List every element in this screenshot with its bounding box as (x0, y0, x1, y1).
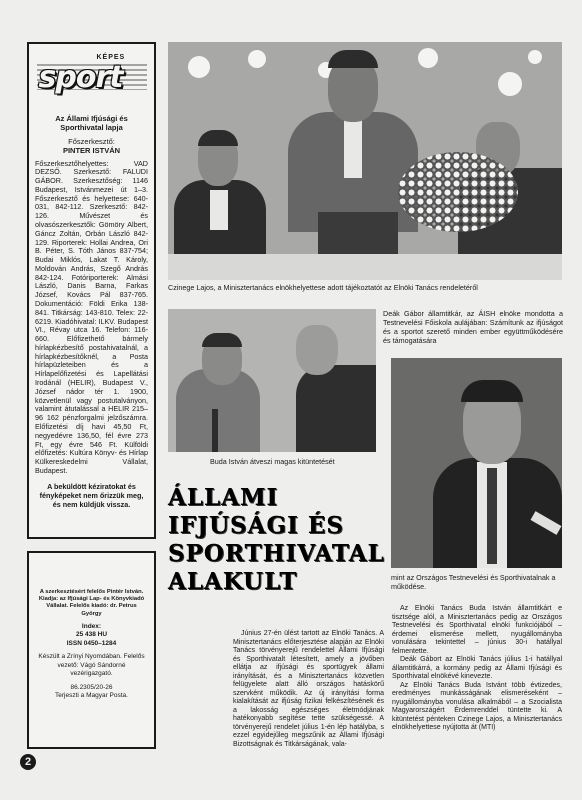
photo-portrait-deak (391, 358, 562, 568)
logo-sport: sport (38, 60, 123, 95)
masthead-box (27, 42, 156, 539)
editor-name: PINTER ISTVÁN (62, 146, 121, 156)
kepes-sport-logo (37, 50, 147, 110)
issn: ISSN 0450–1284 (66, 639, 117, 647)
caption-top: Czinege Lajos, a Minisztertanács elnökhelyettese adott tájékoztatót az Elnöki Tanács rendeletéről (168, 283, 478, 292)
article-paragraph: Deák Gábort az Elnöki Tanács július 1-i hatállyal államtitkárrá, a kormány pedig az Állami Ifjúsági és Sporthivatal elnökévé kinevezte. (392, 656, 562, 681)
photo-press-conference (168, 42, 562, 280)
distribution-text: Terjeszti a Magyar Posta. (55, 692, 128, 699)
logo-kepes: KÉPES (96, 54, 126, 61)
article-column-2 (392, 605, 562, 733)
article-column-1 (233, 630, 384, 749)
staff-text: Főszerkesztőhelyettes: VAD DEZSŐ. Szerkesztő: FALUDI GÁBOR. Szerkesztőség: 1146 Budapest, Istvánmezei út 1–3. Főszerkesztő és helyettese: 640-031, 842-112. Szerkesztő: 842-126. Művészet és olvasószerkesztők: Gömöry Albert, Gáncz Zoltán, Orbán László 842-129. Riporterek: Hollai Andrea, Ori B. Péter, S. Tóth János 837-754; Budai Miklós, Lakat T. Károly, Moldován András, Szegő András 842-124. Fotóriporterek: Almási László, Danis Barna, Farkas József, Kovács Pál 837-765. Dokumentáció: Földi Erika 138-841. Titkárság: 143-810. Telex: 22-6219. Kiadóhivatal: ILKV. Budapest VI., Révay utca 16. Telefon: 116-660. Előfizethető bármely hírlapkézbesítő postahivatalnál, a hírlapkézbesítőknél, a Posta hírlapüzleteiben és a Hírlapelőfizetési és Lapellátási Irodánál (HELIR), Budapest V., József nádor tér 1. 1900, közvetlenül vagy postutalványon, valamint átutalással a HELIR 215–96 162 pénzforgalmi jelzőszámra. Előfizetési díj havi 45,50 Ft, negyedévre 136,50, fél évre 273 Ft, egy évre 546 Ft. Külföldi előfizetés: Kultúra Könyv- és Hírlap Külkereskedelmi Vállalat, Budapest. (35, 158, 148, 475)
headline (168, 484, 385, 596)
caption-right-bottom: mint az Országos Testnevelési és Sporthivatalnak a működése. (391, 573, 556, 591)
publisher-line: Az Állami Ifjúsági és Sporthivatal lapja (55, 114, 128, 133)
photo-award-handover (168, 309, 376, 452)
headline-line-2: IFJÚSÁGI ÉS (168, 512, 345, 540)
caption-right-top: Deák Gábor államtitkár, az ÁISH elnöke mondotta a Testnevelési Főiskola aulájában: Számítunk az ifjúságot és a sportot szerető minden ember együttműködésére és támogatására (383, 309, 563, 345)
article-paragraph: Az Elnöki Tanács Buda Istvánt több évtizedes, eredményes munkásságának elismeréseként – nyugállományba vonulása alkalmából – a Szocialista Magyarországért Érdemrenddel tüntette ki. A kitüntetést pénteken Czinege Lajos, a Minisztertanács elnökhelyettese nyújtotta át (MTI) (392, 681, 562, 732)
index-number: 25 438 HU (75, 631, 108, 639)
headline-line-1: ÁLLAMI (168, 484, 279, 511)
index-label: Index: (81, 622, 102, 630)
caption-middle-left: Buda István átveszi magas kitüntetését (210, 457, 335, 466)
article-paragraph: Az Elnöki Tanács Buda István államtitkárt e tisztsége alól, a Minisztertanács pedig az Országos Testnevelési és Sporthivatal elnöki funkciójából – érdemei elismerése mellett, nyugállományba vonulására tekintettel – június 30-i hatállyal felmentette. (392, 605, 562, 655)
imprint-responsible: A szerkesztésért felelős Pintér István. Kiadja: az Ifjúsági Lap- és Könyvkiadó Vállalat. Felelős kiadó: dr. Petrus György (38, 589, 145, 617)
article-paragraph: Június 27-én ülést tartott az Elnöki Tanács. A Minisztertanács előterjesztése alapján az Elnöki Tanács törvényerejű rendelettel Állami Ifjúsági és Sporthivatalt létesített, amely a jövőben ellátja az ifjúsági és sportügyek állami irányítását, és a Minisztertanács közvetlen felügyelete alatt álló országos hatáskörű szervként működik. Az új irányítási forma kialakítását az ifjúság fizikai felkészítésének és a lakosság egészséges életmódjának hatékonyabb segítése tette szükségessé. A törvényerejű rendelet július 1-én lép hatályba, s ezzel egyidejűleg megszűnik az Állami Ifjúsági Bizottságnak és Titkárságának, vala- (233, 630, 384, 748)
headline-line-3: SPORTHIVATAL (168, 540, 385, 568)
printer-text: Készült a Zrínyi Nyomdában. Felelős vezető: Vágó Sándorné vezérigazgató. (38, 653, 145, 678)
print-code: 86.2305/20-26 (70, 683, 113, 691)
submission-note: A beküldött kéziratokat és fényképeket nem őrizzük meg, és nem küldjük vissza. (39, 481, 144, 509)
headline-line-4: ALAKULT (168, 568, 298, 596)
page-number: 2 (20, 754, 36, 770)
editor-label: Főszerkesztő: (68, 136, 115, 146)
imprint-box (27, 551, 156, 749)
